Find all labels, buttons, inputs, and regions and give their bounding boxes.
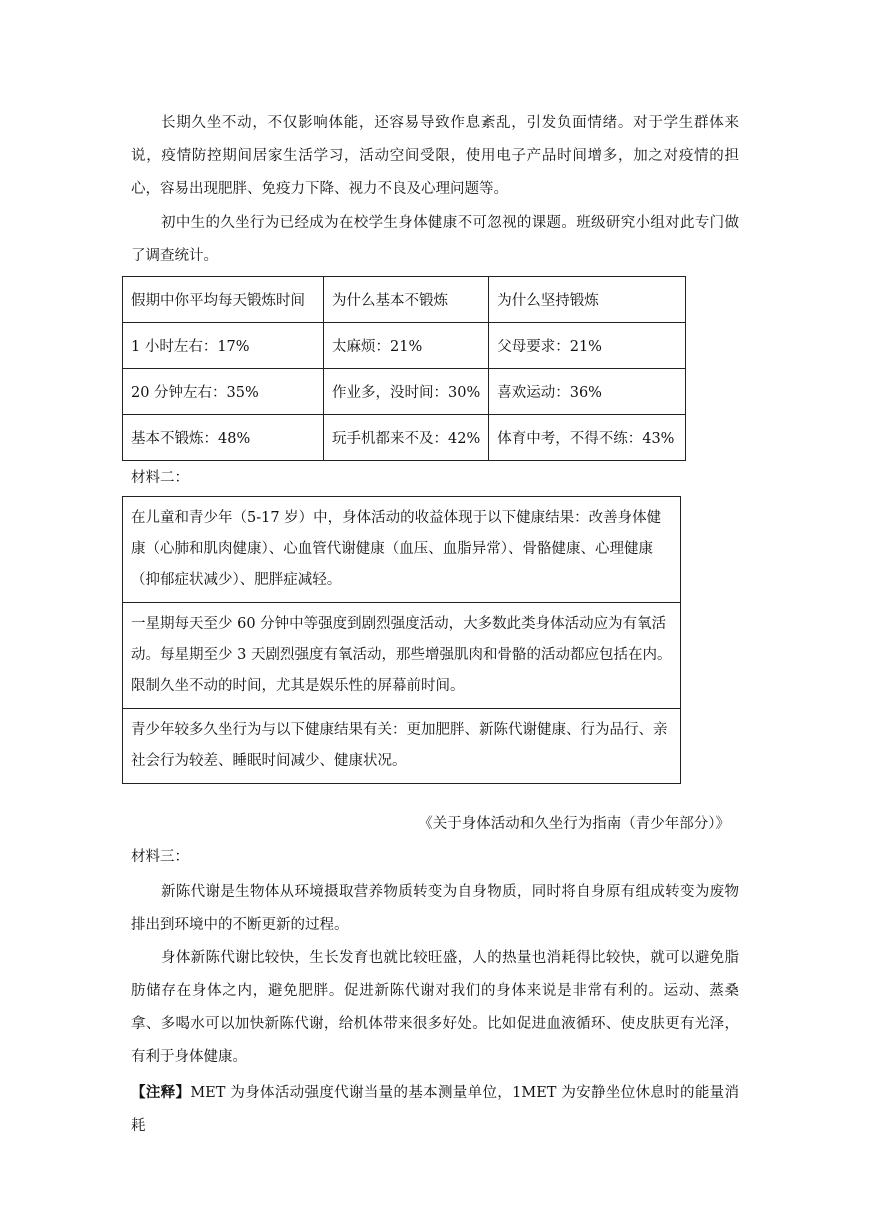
source-citation: 《关于身体活动和久坐行为指南（青少年部分）》 xyxy=(418,816,730,832)
table-cell: 父母要求：21% xyxy=(489,323,686,369)
table-cell: 喜欢运动：36% xyxy=(489,369,686,415)
note-text: MET 为身体活动强度代谢当量的基本测量单位，1MET 为安静坐位休息时的能量消耗 xyxy=(131,1085,740,1134)
table-cell: 体育中考，不得不练：43% xyxy=(489,415,686,461)
material3-paragraph-1: 新陈代谢是生物体从环境摄取营养物质转变为自身物质，同时将自身原有组成转变为废物排出到环境中的不断更新的过程。 xyxy=(131,884,739,933)
material3-label: 材料三： xyxy=(131,849,189,865)
table-row xyxy=(123,369,686,415)
survey-table xyxy=(122,276,686,461)
header-cell: 为什么坚持锻炼 xyxy=(489,277,686,323)
box-cell: 青少年较多久坐行为与以下健康结果有关：更加肥胖、新陈代谢健康、行为品行、亲社会行为较差、睡眠时间减少、健康状况。 xyxy=(123,709,681,784)
material2-label: 材料二： xyxy=(131,470,189,486)
table-cell: 太麻烦：21% xyxy=(324,323,489,369)
box-cell: 一星期每天至少 60 分钟中等强度到剧烈强度活动，大多数此类身体活动应为有氧活动。每星期至少 3 天剧烈强度有氧活动，那些增强肌肉和骨骼的活动都应包括在内。限制久坐不动的时间，尤其是娱乐性的屏幕前时间。 xyxy=(123,603,681,709)
note-paragraph xyxy=(131,1076,739,1143)
header-cell: 假期中你平均每天锻炼时间 xyxy=(123,277,324,323)
box-row xyxy=(123,497,681,603)
box-cell: 在儿童和青少年（5-17 岁）中，身体活动的收益体现于以下健康结果：改善身体健康（心肺和肌肉健康）、心血管代谢健康（血压、血脂异常）、骨骼健康、心理健康（抑郁症状减少）、肥胖症减轻。 xyxy=(123,497,681,603)
table-row xyxy=(123,323,686,369)
header-cell: 为什么基本不锻炼 xyxy=(324,277,489,323)
box-row xyxy=(123,709,681,784)
table-cell: 1 小时左右：17% xyxy=(123,323,324,369)
intro-paragraph-2: 初中生的久坐行为已经成为在校学生身体健康不可忽视的课题。班级研究小组对此专门做了调查统计。 xyxy=(131,215,739,264)
table-cell: 20 分钟左右：35% xyxy=(123,369,324,415)
note-tag: 【注释】 xyxy=(131,1084,191,1101)
box-row xyxy=(123,603,681,709)
table-row xyxy=(123,415,686,461)
intro-paragraph-1: 长期久坐不动，不仅影响体能，还容易导致作息紊乱，引发负面情绪。对于学生群体来说，疫情防控期间居家生活学习，活动空间受限，使用电子产品时间增多，加之对疫情的担心，容易出现肥胖、免疫力下降、视力不良及心理问题等。 xyxy=(131,115,739,197)
material3-paragraph-2: 身体新陈代谢比较快，生长发育也就比较旺盛，人的热量也消耗得比较快，就可以避免脂肪储存在身体之内，避免肥胖。促进新陈代谢对我们的身体来说是非常有利的。运动、蒸桑拿、多喝水可以加快新陈代谢，给机体带来很多好处。比如促进血液循环、使皮肤更有光泽，有利于身体健康。 xyxy=(131,950,739,1065)
material2-box xyxy=(122,496,681,784)
table-header-row xyxy=(123,277,686,323)
table-cell: 基本不锻炼：48% xyxy=(123,415,324,461)
table-cell: 作业多，没时间：30% xyxy=(324,369,489,415)
table-cell: 玩手机都来不及：42% xyxy=(324,415,489,461)
